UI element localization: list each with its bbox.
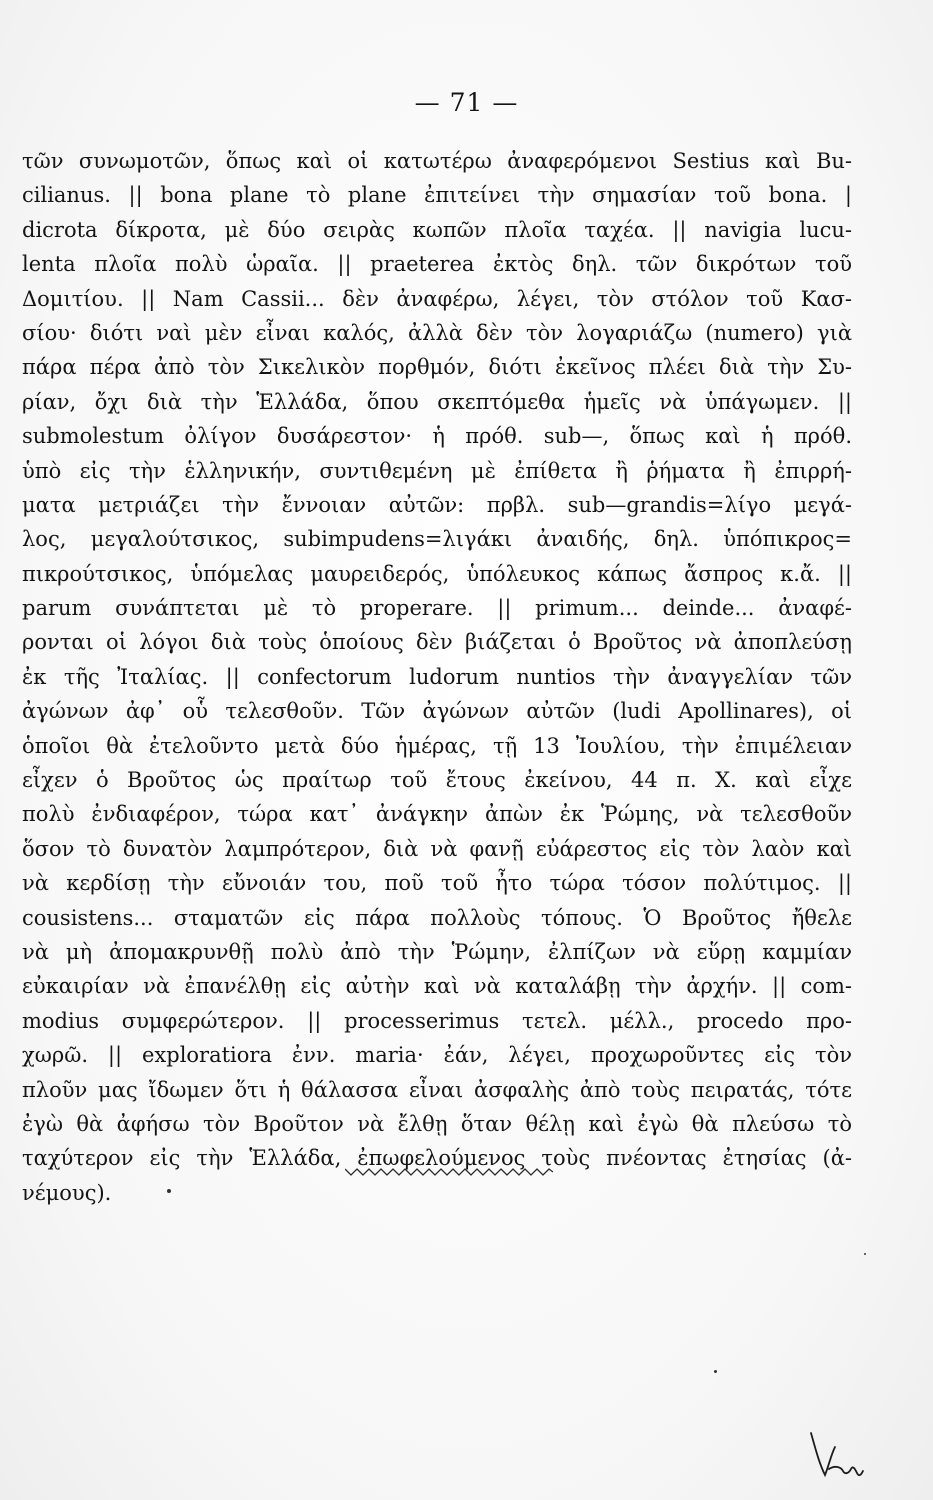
text-line: εἶχεν ὁ Βροῦτος ὡς πραίτωρ τοῦ ἔτους ἐκείνου, 44 π. Χ. καὶ εἶχε	[22, 768, 852, 793]
text-line: πικρούτσικος, ὑπόμελας μαυρειδερός, ὑπόλευκος κάπως ἄσπρος κ.ἄ. ||	[22, 561, 852, 586]
text-line: ὑπὸ εἰς τὴν ἑλληνικήν, συντιθεμένη μὲ ἐπίθετα ἢ ῥήματα ἢ ἐπιρρή-	[22, 458, 852, 483]
text-line: νὰ κερδίσῃ τὴν εὔνοιάν του, ποῦ τοῦ ἦτο τώρα τόσον πολύτιμος. ||	[22, 871, 852, 896]
text-line: λος, μεγαλούτσικος, subimpudens=λιγάκι ἀναιδής, δηλ. ὑπόπικρος=	[22, 527, 852, 552]
text-line: dicrota δίκροτα, μὲ δύο σειρὰς κωπῶν πλοῖα ταχέα. || navigia lucu-	[22, 217, 852, 242]
text-line: νὰ μὴ ἀπομακρυνθῇ πολὺ ἀπὸ τὴν Ῥώμην, ἐλπίζων νὰ εὕρῃ καμμίαν	[22, 939, 852, 964]
text-line: ἀγώνων ἀφ᾽ οὗ τελεσθοῦν. Τῶν ἀγώνων αὐτῶν (ludi Apollinares), οἱ	[22, 699, 852, 724]
text-line: χωρῶ. || exploratiora ἐνν. maria· ἐάν, λέγει, προχωροῦντες εἰς τὸν	[22, 1043, 852, 1068]
wavy-divider	[345, 1166, 553, 1178]
text-line: πολὺ ἐνδιαφέρον, τώρα κατ᾽ ἀνάγκην ἀπὼν ἐκ Ῥώμης, νὰ τελεσθοῦν	[22, 802, 852, 827]
text-line: σίου· διότι ναὶ μὲν εἶναι καλός, ἀλλὰ δὲν τὸν λογαριάζω (numero) γιὰ	[22, 320, 852, 345]
text-line: modius συμφερώτερον. || processerimus τετελ. μέλλ., procedo προ-	[22, 1008, 852, 1033]
text-line: ἐκ τῆς Ἰταλίας. || confectorum ludorum nuntios τὴν ἀναγγελίαν τῶν	[22, 664, 852, 689]
text-line: εὐκαιρίαν νὰ ἐπανέλθῃ εἰς αὐτὴν καὶ νὰ καταλάβῃ τὴν ἀρχήν. || com-	[22, 974, 852, 999]
text-line: cousistens... σταματῶν εἰς πάρα πολλοὺς τόπους. Ὁ Βροῦτος ἤθελε	[22, 905, 852, 930]
text-line: τῶν συνωμοτῶν, ὅπως καὶ οἱ κατωτέρω ἀναφερόμενοι Sestius καὶ Bu-	[22, 149, 852, 173]
text-line: ρίαν, ὄχι διὰ τὴν Ἑλλάδα, ὅπου σκεπτόμεθα ἡμεῖς νὰ ὑπάγωμεν. ||	[22, 389, 852, 414]
text-line: ἐγὼ θὰ ἀφήσω τὸν Βροῦτον νὰ ἔλθῃ ὅταν θέλῃ καὶ ἐγὼ θὰ πλεύσω τὸ	[22, 1111, 852, 1136]
text-line: ρονται οἱ λόγοι διὰ τοὺς ὁποίους δὲν βιάζεται ὁ Βροῦτος νὰ ἀποπλεύσῃ	[22, 630, 852, 655]
text-line: parum συνάπτεται μὲ τὸ properare. || primum... deinde... ἀναφέ-	[22, 596, 852, 621]
text-line: submolestum ὀλίγον δυσάρεστον· ἡ πρόθ. sub—, ὅπως καὶ ἡ πρόθ.	[22, 424, 852, 449]
text-line: πλοῦν μας ἴδωμεν ὅτι ἡ θάλασσα εἶναι ἀσφαλὴς ἀπὸ τοὺς πειρατάς, τότε	[22, 1077, 852, 1102]
text-line: ὅσον τὸ δυνατὸν λαμπρότερον, διὰ νὰ φανῇ εὐάρεστος εἰς τὸν λαὸν καὶ	[22, 836, 852, 861]
print-speck	[714, 1370, 717, 1373]
handwritten-signature	[805, 1425, 865, 1485]
commentary-text	[22, 144, 852, 1210]
text-line: ταχύτερον εἰς τὴν Ἑλλάδα, ἐπωφελούμενος τοὺς πνέοντας ἐτησίας (ἀ-	[22, 1146, 852, 1171]
text-line: Δομιτίου. || Nam Cassii... δὲν ἀναφέρω, λέγει, τὸν στόλον τοῦ Κασ-	[22, 286, 852, 311]
print-speck	[864, 1253, 866, 1255]
text-line: νέμους).	[22, 1180, 112, 1205]
text-line: πάρα πέρα ἀπὸ τὸν Σικελικὸν πορθμόν, διότι ἐκεῖνος πλέει διὰ τὴν Συ-	[22, 355, 852, 380]
print-speck	[167, 1189, 171, 1193]
text-line: ματα μετριάζει τὴν ἔννοιαν αὐτῶν: πρβλ. sub—grandis=λίγο μεγά-	[22, 492, 852, 517]
page-number: — 71 —	[414, 88, 519, 117]
text-line: ὁποῖοι θὰ ἐτελοῦντο μετὰ δύο ἡμέρας, τῇ 13 Ἰουλίου, τὴν ἐπιμέλειαν	[22, 733, 852, 758]
text-line: lenta πλοῖα πολὺ ὡραῖα. || praeterea ἐκτὸς δηλ. τῶν δικρότων τοῦ	[22, 252, 852, 277]
text-line: cilianus. || bona plane τὸ plane ἐπιτείνει τὴν σημασίαν τοῦ bona. |	[22, 183, 852, 208]
